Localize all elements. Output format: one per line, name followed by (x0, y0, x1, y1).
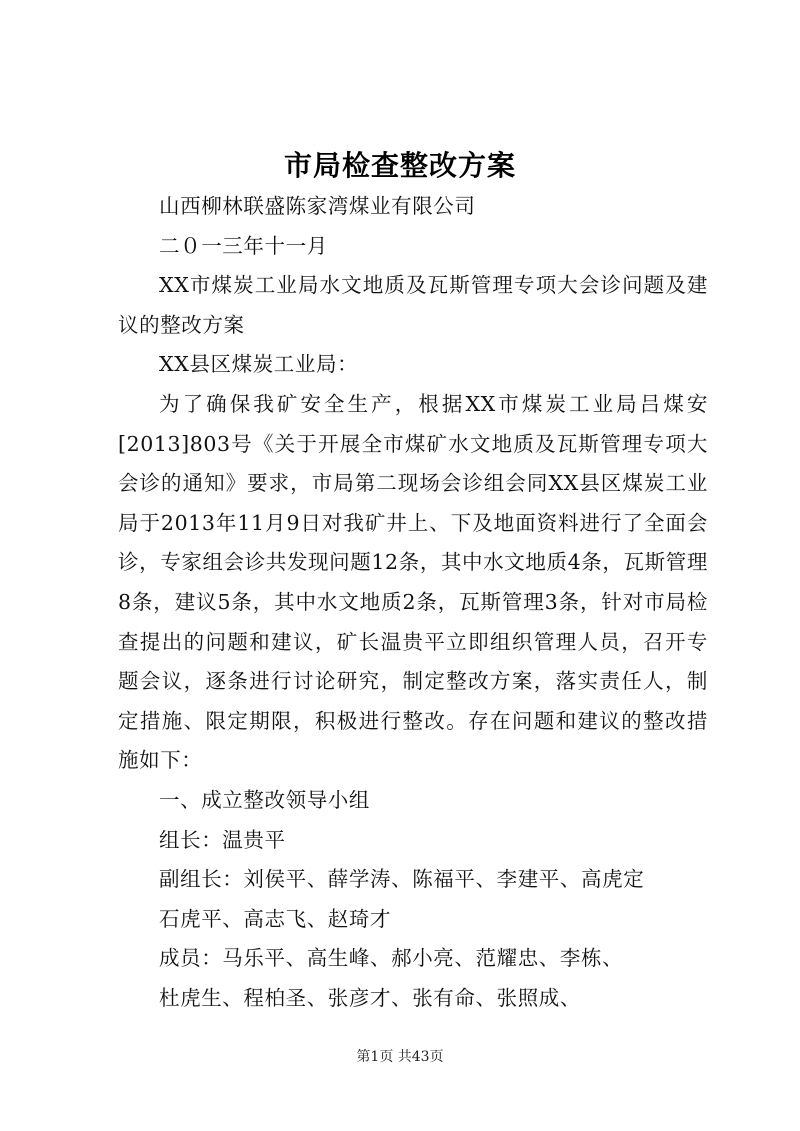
leader-line: 组长：温贵平 (159, 827, 286, 852)
document-date: 二０一三年十一月 (159, 233, 328, 258)
main-paragraph: 为了确保我矿安全生产，根据XX市煤炭工业局吕煤安[2013]803号《关于开展全市煤矿水文地质及瓦斯管理专项大会诊的通知》要求，市局第二现场会诊组会同XX县区煤炭工业局于2013年11月9日对我矿井上、下及地面资料进行了全面会诊，专家组会诊共发现问题12条，其中水文地质4条，瓦斯管理8条，建议5条，其中水文地质2条，瓦斯管理3条，针对市局检查提出的问题和建议，矿长温贵平立即组织管理人员，召开专题会议，逐条进行讨论研究，制定整改方案，落实责任人，制定措施、限定期限，积极进行整改。存在问题和建议的整改措施如下： (118, 391, 708, 773)
document-title: 市局检查整改方案 (283, 149, 516, 182)
recipient-line: XX县区煤炭工业局： (159, 352, 359, 377)
page-number-footer: 第1页 共43页 (356, 1049, 444, 1065)
document-subject: XX市煤炭工业局水文地质及瓦斯管理专项大会诊问题及建议的整改方案 (118, 273, 708, 337)
company-name: 山西柳林联盛陈家湾煤业有限公司 (159, 194, 476, 218)
deputy-leader-line: 副组长：刘侯平、薛学涛、陈福平、李建平、高虎定 (159, 867, 645, 892)
members-line-continued: 杜虎生、程柏圣、张彦才、张有命、张照成、 (159, 985, 581, 1010)
deputy-leader-line-continued: 石虎平、高志飞、赵琦才 (159, 906, 392, 931)
document-body (118, 187, 708, 1018)
members-line: 成员：马乐平、高生峰、郝小亮、范耀忠、李栋、 (159, 946, 624, 971)
section-heading: 一、成立整改领导小组 (159, 787, 370, 812)
